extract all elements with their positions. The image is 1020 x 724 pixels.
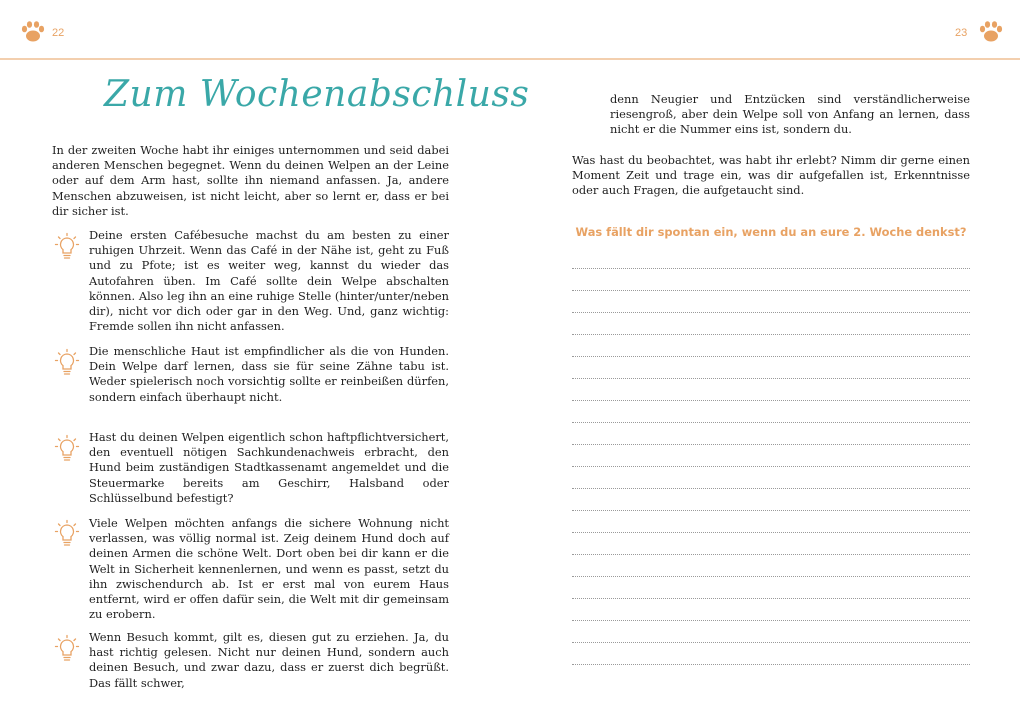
- writing-line[interactable]: [572, 532, 970, 533]
- lightbulb-icon: [54, 232, 80, 262]
- tip-paragraph: Deine ersten Cafébesuche machst du am besten zu einer ruhigen Uhrzeit. Wenn das Café in der Nähe ist, geht zu Fuß und zu Pfote; ist es weiter weg, kannst du wieder das Autofahren üben. Im Café sollte dein Welpe abschalten können. Also leg ihn an eine ruhige Stelle (hinter/unter/neben dir), nicht vor dich oder gar in den Weg. Und, ganz wichtig: Fremde sollen ihn nicht anfassen.: [89, 228, 449, 334]
- writing-line[interactable]: [572, 576, 970, 577]
- writing-line[interactable]: [572, 356, 970, 357]
- header-rule: [0, 58, 1020, 60]
- writing-line[interactable]: [572, 510, 970, 511]
- page-title: Zum Wochenabschluss: [104, 74, 530, 115]
- tip-paragraph: Viele Welpen möchten anfangs die sichere Wohnung nicht verlassen, was völlig normal ist. Zeig deinem Hund doch auf deinen Armen die schöne Welt. Dort oben bei dir kann er die Welt in Sicherheit kennenlernen, und wenn es passt, setzt du ihn zwischendurch ab. Ist er erst mal von eurem Haus entfernt, wird er offen dafür sein, die Welt mit dir gemeinsam zu erobern.: [89, 516, 449, 622]
- writing-line[interactable]: [572, 268, 970, 269]
- tip-paragraph: Wenn Besuch kommt, gilt es, diesen gut zu erziehen. Ja, du hast richtig gelesen. Nicht nur deinen Hund, sondern auch deinen Besuch, und zwar dazu, dass er zuerst dich begrüßt. Das fällt schwer,: [89, 630, 449, 690]
- writing-line[interactable]: [572, 466, 970, 467]
- writing-line[interactable]: [572, 620, 970, 621]
- writing-line[interactable]: [572, 444, 970, 445]
- writing-line[interactable]: [572, 598, 970, 599]
- lightbulb-icon: [54, 519, 80, 549]
- writing-line[interactable]: [572, 664, 970, 665]
- tip-paragraph: Die menschliche Haut ist empfindlicher als die von Hunden. Dein Welpe darf lernen, dass sie für seine Zähne tabu ist. Weder spielerisch noch vorsichtig sollte er reinbeißen dürfen, sondern einfach überhaupt nicht.: [89, 344, 449, 404]
- continuation-paragraph: denn Neugier und Entzücken sind verständlicherweise riesengroß, aber dein Welpe soll von Anfang an lernen, dass nicht er die Nummer eins ist, sondern du.: [610, 92, 970, 137]
- lightbulb-icon: [54, 634, 80, 664]
- reflection-paragraph: Was hast du beobachtet, was habt ihr erlebt? Nimm dir gerne einen Moment Zeit und trage ein, was dir aufgefallen ist, Erkenntnisse oder auch Fragen, die aufgetaucht sind.: [572, 153, 970, 198]
- page-number-right: 23: [955, 27, 968, 39]
- lightbulb-icon: [54, 348, 80, 378]
- writing-line[interactable]: [572, 554, 970, 555]
- writing-line[interactable]: [572, 334, 970, 335]
- tip-paragraph: Hast du deinen Welpen eigentlich schon haftpflichtversichert, den eventuell nötigen Sachkundenachweis erbracht, den Hund beim zuständigen Stadtkassenamt angemeldet und die Steuermarke bereits am Geschirr, Halsband oder Schlüsselbund befestigt?: [89, 430, 449, 505]
- paw-icon: [976, 16, 1006, 46]
- writing-line[interactable]: [572, 400, 970, 401]
- writing-line[interactable]: [572, 642, 970, 643]
- paw-icon: [18, 16, 48, 46]
- writing-line[interactable]: [572, 290, 970, 291]
- page-number-left: 22: [52, 27, 65, 39]
- lightbulb-icon: [54, 434, 80, 464]
- intro-paragraph: In der zweiten Woche habt ihr einiges unternommen und seid dabei anderen Menschen begegnet. Wenn du deinen Welpen an der Leine oder auf dem Arm hast, sollte ihn niemand anfassen. Ja, andere Menschen abzuweisen, ist nicht leicht, aber so lernt er, dass er bei dir sicher ist.: [52, 143, 449, 218]
- writing-line[interactable]: [572, 488, 970, 489]
- writing-line[interactable]: [572, 312, 970, 313]
- question-heading: Was fällt dir spontan ein, wenn du an eure 2. Woche denkst?: [575, 225, 967, 239]
- writing-line[interactable]: [572, 422, 970, 423]
- writing-line[interactable]: [572, 378, 970, 379]
